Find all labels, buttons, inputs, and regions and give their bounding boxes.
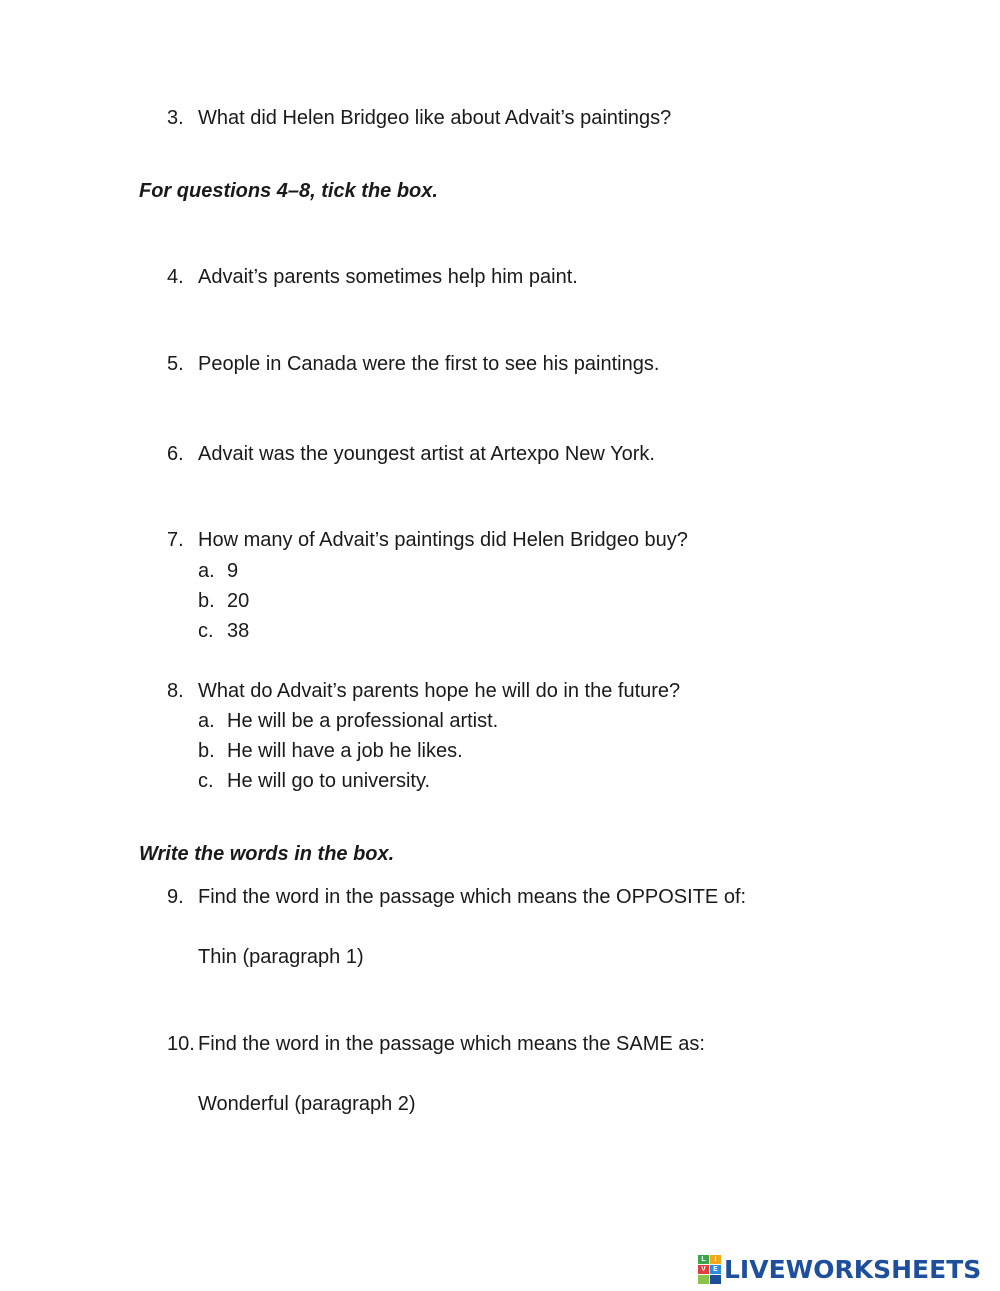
logo-block-5	[698, 1275, 709, 1284]
logo-block-e: E	[710, 1265, 721, 1274]
question-3-text: What did Helen Bridgeo like about Advait’s paintings?	[198, 107, 672, 129]
logo-block-i: I	[710, 1255, 721, 1264]
question-7-option-a[interactable]: 9	[227, 560, 239, 582]
instruction-write-words: Write the words in the box.	[139, 843, 395, 865]
liveworksheets-logo	[698, 1254, 981, 1284]
question-4-number: 4.	[167, 266, 184, 288]
question-9-number: 9.	[167, 886, 184, 908]
logo-block-l: L	[698, 1255, 709, 1264]
question-7-option-c-letter: c.	[198, 620, 214, 642]
question-8-option-c[interactable]: He will go to university.	[227, 770, 431, 792]
question-7-option-b-letter: b.	[198, 590, 215, 612]
question-8-text: What do Advait’s parents hope he will do in the future?	[198, 680, 681, 702]
question-8-number: 8.	[167, 680, 184, 702]
question-9-prompt: Thin (paragraph 1)	[198, 946, 364, 968]
question-4-text: Advait’s parents sometimes help him paint.	[198, 266, 578, 288]
logo-text: LIVEWORKSHEETS	[724, 1254, 982, 1284]
question-5-text: People in Canada were the first to see his paintings.	[198, 353, 660, 375]
question-7-option-c[interactable]: 38	[227, 620, 250, 642]
question-8-option-b[interactable]: He will have a job he likes.	[227, 740, 463, 762]
instruction-tick-box: For questions 4–8, tick the box.	[139, 180, 438, 202]
logo-block-6	[710, 1275, 721, 1284]
question-6-text: Advait was the youngest artist at Artexpo New York.	[198, 443, 655, 465]
question-7-text: How many of Advait’s paintings did Helen Bridgeo buy?	[198, 529, 688, 551]
question-8-option-b-letter: b.	[198, 740, 215, 762]
question-6-number: 6.	[167, 443, 184, 465]
question-8-option-a-letter: a.	[198, 710, 215, 732]
question-7-option-b[interactable]: 20	[227, 590, 250, 612]
question-10-text: Find the word in the passage which means the SAME as:	[198, 1033, 705, 1055]
logo-blocks-icon	[698, 1255, 721, 1284]
question-7-option-a-letter: a.	[198, 560, 215, 582]
question-3-number: 3.	[167, 107, 184, 129]
question-10-prompt: Wonderful (paragraph 2)	[198, 1093, 416, 1115]
question-10-number: 10.	[167, 1033, 195, 1055]
question-8-option-c-letter: c.	[198, 770, 214, 792]
question-9-text: Find the word in the passage which means the OPPOSITE of:	[198, 886, 747, 908]
question-5-number: 5.	[167, 353, 184, 375]
logo-block-v: V	[698, 1265, 709, 1274]
question-7-number: 7.	[167, 529, 184, 551]
question-8-option-a[interactable]: He will be a professional artist.	[227, 710, 499, 732]
